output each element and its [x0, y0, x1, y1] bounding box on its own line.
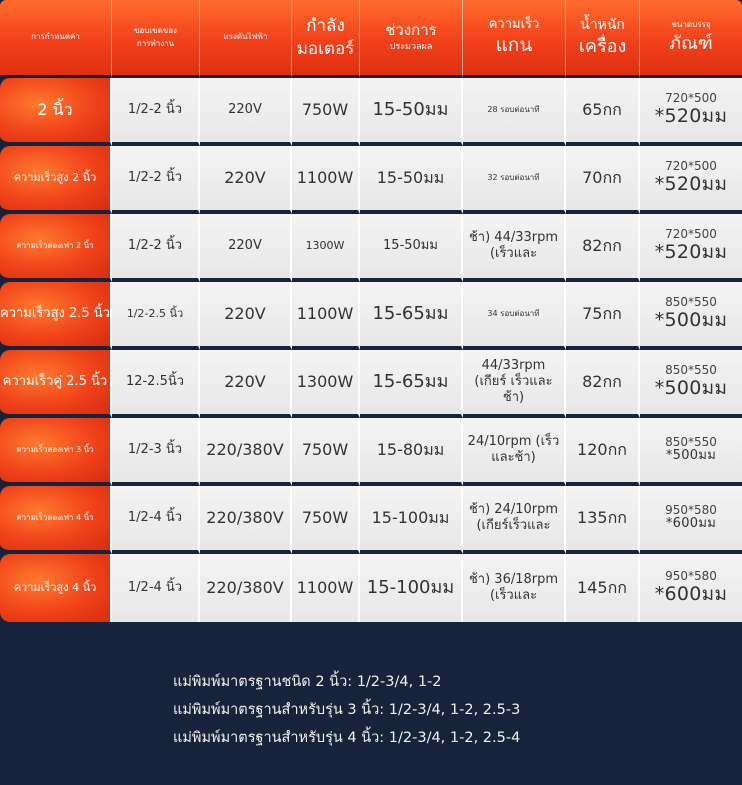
header-package: [640, 0, 742, 78]
power-text: 750W: [301, 100, 349, 120]
row-config-label: [0, 350, 112, 418]
header-processing-line1: ช่วงการ: [385, 21, 437, 40]
header-voltage-label: แรงดันไฟฟ้า: [223, 32, 268, 42]
config-text: ความเร็วสูง 4 นิ้ว: [13, 581, 97, 595]
package-dims-top: 950*580: [665, 569, 717, 584]
header-power-line2: มอเตอร์: [296, 38, 355, 59]
header-speed-line1: ความเร็ว: [488, 16, 540, 32]
row-range: [112, 214, 200, 282]
row-range: [112, 78, 200, 146]
row-processing: [360, 214, 463, 282]
row-processing: [360, 418, 463, 486]
weight-text: 82กก: [582, 372, 622, 392]
package-dims-bottom: *520มม: [654, 172, 728, 195]
header-weight-line2: เครื่อง: [578, 35, 627, 57]
range-text: 1/2-2 นิ้ว: [127, 169, 183, 185]
row-voltage: [200, 418, 292, 486]
power-text: 1100W: [296, 578, 354, 598]
row-weight: [566, 282, 640, 350]
header-speed: [463, 0, 566, 78]
row-package: [640, 282, 742, 350]
row-voltage: [200, 214, 292, 282]
header-processing-line2: ประมวลผล: [389, 42, 433, 53]
power-text: 1300W: [305, 239, 345, 253]
row-weight: [566, 146, 640, 214]
voltage-text: 220/380V: [206, 440, 284, 460]
row-voltage: [200, 78, 292, 146]
header-power: [292, 0, 360, 78]
range-text: 1/2-4 นิ้ว: [127, 509, 183, 525]
header-range-line1: ขอบเขตของ: [134, 25, 177, 35]
range-text: 1/2-3 นิ้ว: [127, 441, 183, 457]
processing-text: 15-65มม: [372, 303, 449, 325]
note-line-4inch: แม่พิมพ์มาตรฐานสำหรับรุ่น 4 นิ้ว: 1/2-3/4, 1-2, 2.5-4: [173, 730, 521, 746]
config-text: ความเร็วคู่ 2.5 นิ้ว: [2, 373, 108, 389]
row-range: [112, 282, 200, 350]
row-weight: [566, 214, 640, 282]
row-power: [292, 146, 360, 214]
processing-text: 15-50มม: [376, 168, 445, 188]
row-package: [640, 486, 742, 554]
voltage-text: 220V: [224, 372, 266, 392]
row-power: [292, 282, 360, 350]
processing-text: 15-65มม: [372, 371, 449, 393]
config-text: ความเร็วสูง 2.5 นิ้ว: [0, 305, 110, 321]
weight-text: 135กก: [577, 508, 627, 528]
row-voltage: [200, 554, 292, 622]
row-power: [292, 486, 360, 554]
row-config-label: [0, 146, 112, 214]
speed-text: 28 รอบต่อนาที: [487, 105, 540, 114]
package-dims-top: 850*550: [665, 295, 717, 310]
speed-text: ช้า) 24/10rpm (เกียร์เร็วและ: [468, 501, 559, 533]
power-text: 750W: [301, 508, 349, 528]
config-text: ความเร็วสูง 2 นิ้ว: [13, 171, 97, 185]
row-speed: [463, 486, 566, 554]
row-processing: [360, 282, 463, 350]
row-range: [112, 486, 200, 554]
range-text: 1/2-2 นิ้ว: [127, 237, 183, 253]
row-speed: [463, 554, 566, 622]
package-dims-top: 850*550: [665, 363, 717, 378]
row-range: [112, 418, 200, 486]
row-power: [292, 78, 360, 146]
weight-text: 145กก: [577, 578, 627, 598]
row-weight: [566, 486, 640, 554]
header-speed-line2: แกน: [495, 34, 533, 57]
header-package-line2: ภัณฑ์: [669, 32, 713, 54]
row-package: [640, 78, 742, 146]
header-weight: [566, 0, 640, 78]
row-config-label: [0, 418, 112, 486]
package-dims-bottom: *600มม: [654, 582, 728, 605]
row-weight: [566, 78, 640, 146]
row-speed: [463, 350, 566, 418]
header-config-label: การกำหนดค่า: [31, 32, 80, 42]
row-speed: [463, 78, 566, 146]
package-dims-top: 720*500: [665, 227, 717, 242]
range-text: 1/2-2.5 นิ้ว: [126, 307, 184, 321]
processing-text: 15-100มม: [371, 508, 450, 528]
voltage-text: 220/380V: [206, 578, 284, 598]
speed-text: 44/33rpm (เกียร์ เร็วและช้า): [474, 357, 553, 406]
package-dims-top: 720*500: [665, 159, 717, 174]
voltage-text: 220V: [228, 237, 262, 253]
row-weight: [566, 350, 640, 418]
range-text: 1/2-4 นิ้ว: [127, 579, 183, 595]
weight-text: 82กก: [582, 236, 622, 256]
row-processing: [360, 554, 463, 622]
header-package-line1: ขนาดบรรจุ: [671, 19, 711, 29]
voltage-text: 220V: [228, 101, 262, 117]
package-dims-bottom: *520มม: [654, 104, 728, 127]
row-power: [292, 554, 360, 622]
row-range: [112, 146, 200, 214]
power-text: 1100W: [296, 304, 354, 324]
header-processing: [360, 0, 463, 78]
speed-text: 32 รอบต่อนาที: [487, 173, 540, 182]
row-processing: [360, 350, 463, 418]
header-weight-line1: น้ำหนัก: [580, 16, 625, 33]
row-config-label: [0, 214, 112, 282]
header-voltage: [200, 0, 292, 78]
mold-notes: [173, 668, 520, 752]
speed-text: 34 รอบต่อนาที: [487, 309, 540, 318]
row-processing: [360, 78, 463, 146]
package-dims-top: 720*500: [665, 91, 717, 106]
package-dims-top: 950*580: [665, 502, 717, 517]
row-voltage: [200, 282, 292, 350]
row-voltage: [200, 350, 292, 418]
row-range: [112, 350, 200, 418]
row-speed: [463, 214, 566, 282]
voltage-text: 220/380V: [206, 508, 284, 528]
row-package: [640, 554, 742, 622]
weight-text: 70กก: [582, 168, 622, 188]
header-range-line2: การทำงาน: [136, 38, 175, 48]
row-voltage: [200, 486, 292, 554]
processing-text: 15-80มม: [376, 440, 445, 460]
package-dims-bottom: *500มม: [654, 308, 728, 331]
row-weight: [566, 554, 640, 622]
row-speed: [463, 146, 566, 214]
header-config: [0, 0, 112, 78]
row-package: [640, 146, 742, 214]
package-dims-bottom: *500มม: [665, 448, 717, 464]
row-range: [112, 554, 200, 622]
weight-text: 75กก: [582, 304, 622, 324]
row-package: [640, 350, 742, 418]
range-text: 1/2-2 นิ้ว: [127, 101, 183, 117]
config-text: 2 นิ้ว: [37, 100, 73, 120]
package-dims-bottom: *500มม: [654, 376, 728, 399]
processing-text: 15-50มม: [372, 99, 449, 121]
row-weight: [566, 418, 640, 486]
power-text: 1300W: [296, 372, 354, 392]
row-config-label: [0, 554, 112, 622]
row-processing: [360, 146, 463, 214]
row-speed: [463, 282, 566, 350]
range-text: 12-2.5นิ้ว: [125, 373, 185, 389]
voltage-text: 220V: [224, 168, 266, 188]
processing-text: 15-50มม: [383, 237, 438, 253]
power-text: 1100W: [296, 168, 354, 188]
row-config-label: [0, 282, 112, 350]
weight-text: 120กก: [577, 440, 627, 460]
row-config-label: [0, 486, 112, 554]
voltage-text: 220V: [224, 304, 266, 324]
config-text: ความเร็วสองเท่า 4 นิ้ว: [16, 513, 94, 522]
row-power: [292, 350, 360, 418]
processing-text: 15-100มม: [366, 577, 455, 599]
row-package: [640, 418, 742, 486]
note-line-3inch: แม่พิมพ์มาตรฐานสำหรับรุ่น 3 นิ้ว: 1/2-3/4, 1-2, 2.5-3: [173, 702, 521, 718]
package-dims-bottom: *600มม: [665, 516, 717, 532]
header-power-line1: กำลัง: [306, 15, 345, 36]
row-power: [292, 214, 360, 282]
note-line-2inch: แม่พิมพ์มาตรฐานชนิด 2 นิ้ว: 1/2-3/4, 1-2: [173, 674, 442, 690]
row-package: [640, 214, 742, 282]
row-power: [292, 418, 360, 486]
weight-text: 65กก: [582, 100, 622, 120]
speed-text: 24/10rpm (เร็ว และช้า): [467, 433, 560, 465]
row-voltage: [200, 146, 292, 214]
config-text: ความเร็วสองเท่า 2 นิ้ว: [16, 241, 94, 250]
row-processing: [360, 486, 463, 554]
speed-text: ช้า) 44/33rpm (เร็วและ: [468, 229, 559, 261]
speed-text: ช้า) 36/18rpm (เร็วและ: [468, 571, 559, 603]
power-text: 750W: [301, 440, 349, 460]
row-config-label: [0, 78, 112, 146]
config-text: ความเร็วสองเท่า 3 นิ้ว: [16, 445, 94, 454]
row-speed: [463, 418, 566, 486]
package-dims-top: 850*550: [665, 434, 717, 449]
header-range: [112, 0, 200, 78]
package-dims-bottom: *520มม: [654, 240, 728, 263]
